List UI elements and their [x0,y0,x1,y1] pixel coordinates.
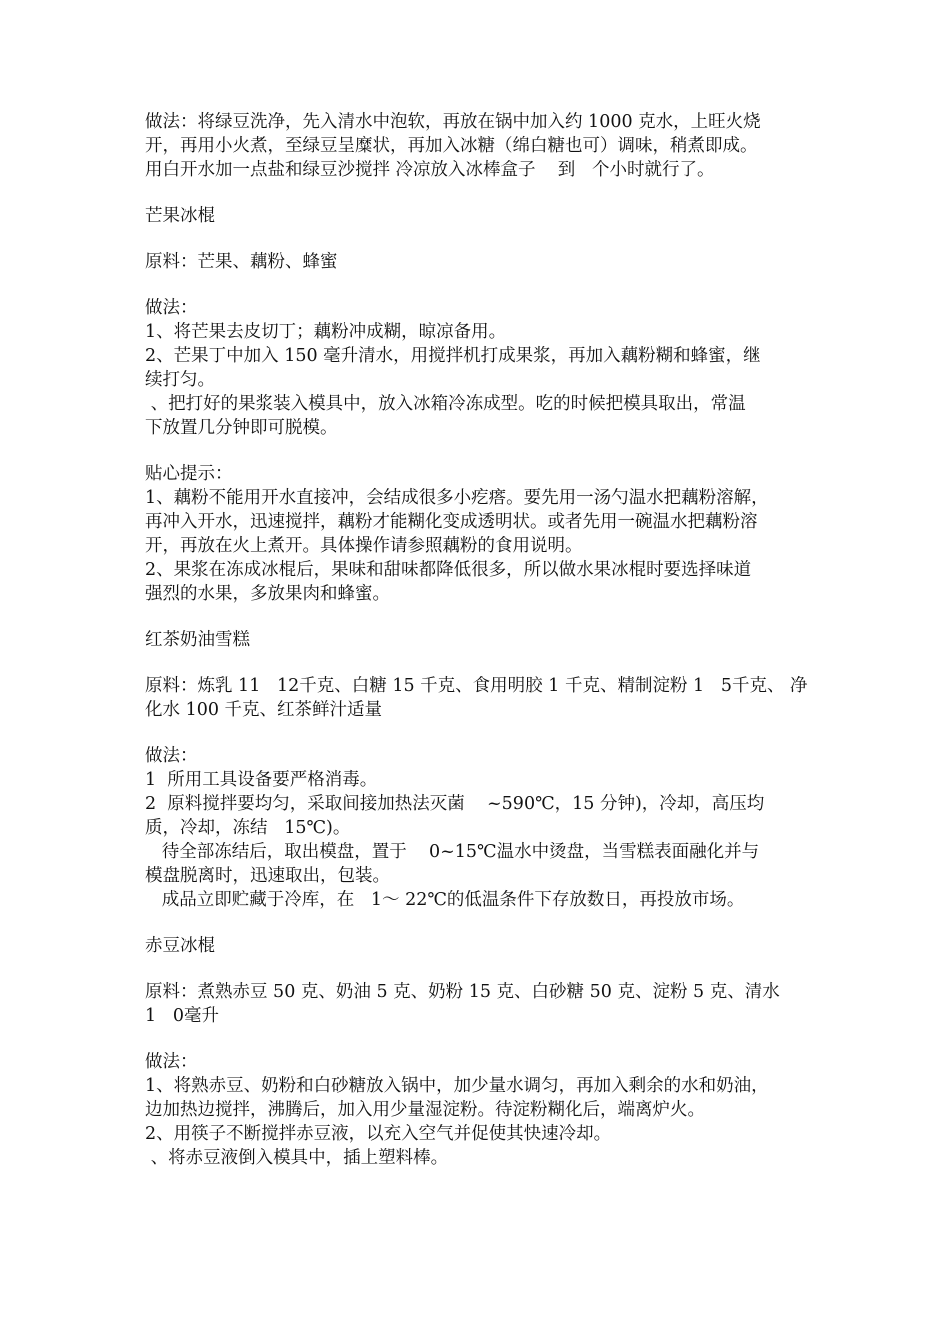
text-line: 续打匀。 [145,370,215,390]
blacktea-ingredients [145,674,815,722]
text-line: 2、用筷子不断搅拌赤豆液，以充入空气并促使其快速冷却。 [145,1124,612,1144]
text-line: 1、将芒果去皮切丁；藕粉冲成糊，晾凉备用。 [145,322,507,342]
text-line: 做法： [145,1052,198,1072]
text-line: 做法：将绿豆洗净，先入清水中泡软，再放在锅中加入约 1000 克水，上旺火烧 [145,112,761,132]
mango-ingredients: 原料：芒果、藕粉、蜂蜜 [145,252,338,272]
section-title-mango: 芒果冰棍 [145,206,215,226]
text-line: 、把打好的果浆装入模具中，放入冰箱冷冻成型。吃的时候把模具取出，常温 [145,394,746,414]
text-line: 做法： [145,298,198,318]
text-line: 待全部冻结后，取出模盘，置于 0~15℃温水中烫盘，当雪糕表面融化并与 [145,842,760,862]
redbean-method [145,1050,815,1170]
text-line: 贴心提示： [145,464,233,484]
text-line: 模盘脱离时，迅速取出，包装。 [145,866,390,886]
section-title-blacktea: 红茶奶油雪糕 [145,630,250,650]
text-line: 、将赤豆液倒入模具中，插上塑料棒。 [145,1148,449,1168]
text-line: 2、芒果丁中加入 150 毫升清水，用搅拌机打成果浆，再加入藕粉糊和蜂蜜，继 [145,346,761,366]
text-line: 质，冷却，冻结 15℃)。 [145,818,351,838]
text-line: 原料：煮熟赤豆 50 克、奶油 5 克、奶粉 15 克、白砂糖 50 克、淀粉 5 克、清水 [145,982,780,1002]
section-title-redbean: 赤豆冰棍 [145,936,215,956]
text-line: 原料：炼乳 11 12千克、白糖 15 千克、食用明胶 1 千克、精制淀粉 1 5千克、 净 [145,676,808,696]
text-line: 开，再用小火煮，至绿豆呈糜状，再加入冰糖（绵白糖也可）调味，稍煮即成。 [145,136,758,156]
intro-paragraph [145,110,815,182]
blacktea-method [145,744,815,912]
mango-tips [145,462,815,606]
text-line: 1、藕粉不能用开水直接冲，会结成很多小疙瘩。要先用一汤勺温水把藕粉溶解， [145,488,769,508]
text-line: 1 所用工具设备要严格消毒。 [145,770,378,790]
text-line: 成品立即贮藏于冷库，在 1～ 22℃的低温条件下存放数日，再投放市场。 [145,890,745,910]
text-line: 边加热边搅拌，沸腾后，加入用少量湿淀粉。待淀粉糊化后，端离炉火。 [145,1100,705,1120]
text-line: 开，再放在火上煮开。具体操作请参照藕粉的食用说明。 [145,536,583,556]
document-page [145,110,815,1170]
text-line: 1 0毫升 [145,1006,219,1026]
text-line: 强烈的水果，多放果肉和蜂蜜。 [145,584,390,604]
text-line: 做法： [145,746,198,766]
text-line: 1、将熟赤豆、奶粉和白砂糖放入锅中，加少量水调匀，再加入剩余的水和奶油， [145,1076,769,1096]
redbean-ingredients [145,980,815,1028]
text-line: 2、果浆在冻成冰棍后，果味和甜味都降低很多，所以做水果冰棍时要选择味道 [145,560,752,580]
text-line: 下放置几分钟即可脱模。 [145,418,338,438]
text-line: 化水 100 千克、红茶鲜汁适量 [145,700,383,720]
text-line: 2 原料搅拌要均匀，采取间接加热法灭菌 ~590℃，15 分钟)，冷却，高压均 [145,794,765,814]
text-line: 用白开水加一点盐和绿豆沙搅拌 冷凉放入冰棒盒子 到 个小时就行了。 [145,160,715,180]
text-line: 再冲入开水，迅速搅拌，藕粉才能糊化变成透明状。或者先用一碗温水把藕粉溶 [145,512,758,532]
mango-method [145,296,815,440]
